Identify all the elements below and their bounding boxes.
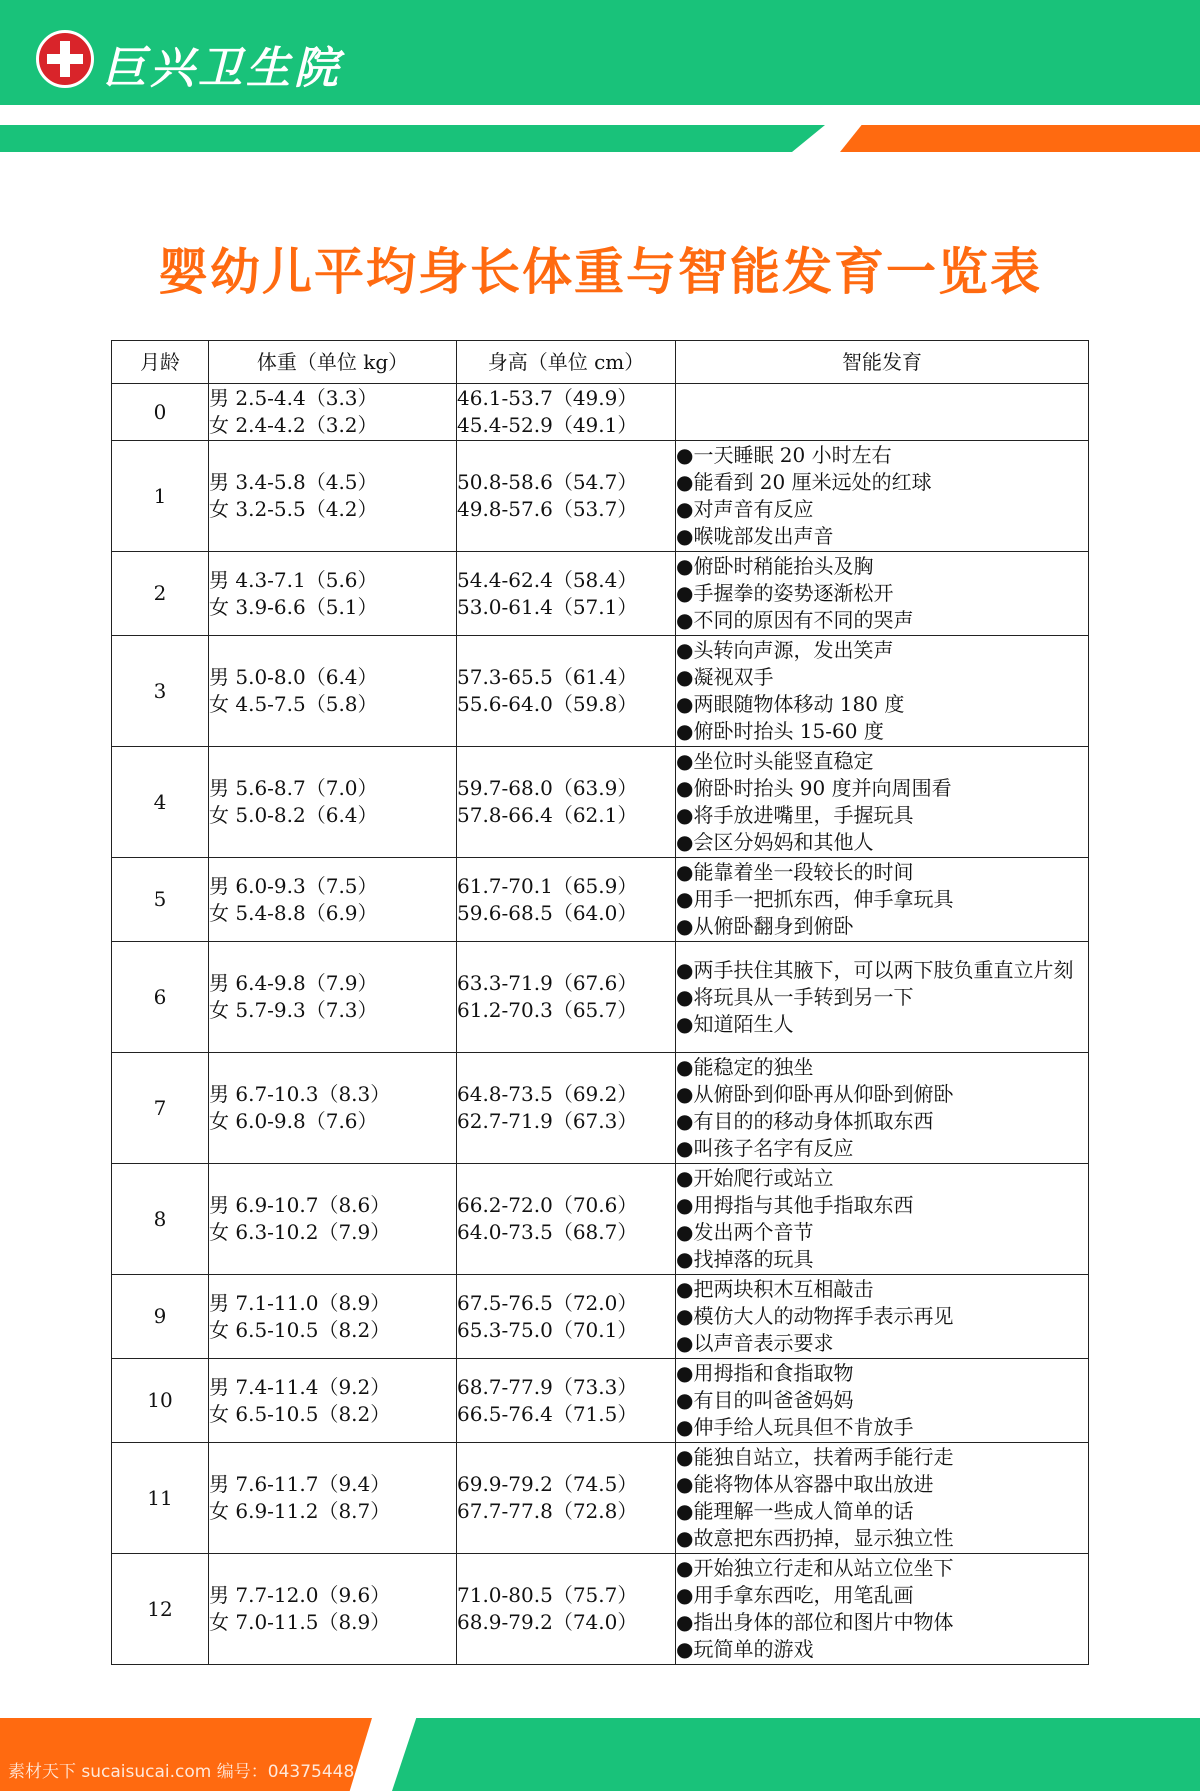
development-item: ●有目的的移动身体抓取东西 (676, 1109, 934, 1133)
development-cell (676, 747, 1089, 858)
weight-line: 男 7.4-11.4（9.2） (209, 1374, 391, 1399)
age-cell: 6 (112, 942, 209, 1053)
weight-line: 女 6.5-10.5（8.2） (209, 1317, 391, 1342)
weight-line: 男 6.0-9.3（7.5） (209, 873, 378, 898)
table-row (112, 1554, 1089, 1665)
weight-line: 男 5.0-8.0（6.4） (209, 665, 378, 689)
development-item: ●发出两个音节 (676, 1220, 814, 1244)
weight-line: 男 3.4-5.8（4.5） (209, 470, 378, 494)
header-age: 月龄 (112, 341, 209, 384)
development-item: ●不同的原因有不同的哭声 (676, 608, 914, 632)
development-item: ●伸手给人玩具但不肯放手 (676, 1415, 914, 1439)
height-cell (457, 1443, 676, 1554)
development-item: ●从俯卧到仰卧再从仰卧到俯卧 (676, 1082, 954, 1106)
development-item: ●叫孩子名字有反应 (676, 1136, 854, 1160)
weight-line: 男 7.7-12.0（9.6） (209, 1583, 391, 1607)
weight-line: 女 2.4-4.2（3.2） (209, 413, 378, 437)
weight-line: 女 5.4-8.8（6.9） (209, 900, 378, 925)
height-line: 63.3-71.9（67.6） (457, 971, 638, 995)
development-cell (676, 636, 1089, 747)
development-item: ●两手扶住其腋下，可以两下肢负重直立片刻 (676, 957, 1074, 982)
header-weight: 体重（单位 kg） (209, 341, 457, 384)
height-line: 57.3-65.5（61.4） (457, 665, 638, 689)
weight-cell (209, 1443, 457, 1554)
header-development: 智能发育 (676, 341, 1089, 384)
development-cell (676, 441, 1089, 552)
table-row (112, 1443, 1089, 1554)
development-item: ●俯卧时抬头 90 度并向周围看 (676, 776, 952, 800)
age-cell: 0 (112, 384, 209, 441)
height-line: 55.6-64.0（59.8） (457, 692, 638, 716)
height-cell (457, 1275, 676, 1359)
age-cell: 7 (112, 1053, 209, 1164)
weight-line: 女 5.7-9.3（7.3） (209, 998, 378, 1022)
height-line: 45.4-52.9（49.1） (457, 413, 638, 437)
table-body (112, 384, 1089, 1665)
development-item: ●俯卧时稍能抬头及胸 (676, 554, 874, 578)
development-cell (676, 1359, 1089, 1443)
height-line: 69.9-79.2（74.5） (457, 1472, 638, 1496)
age-cell: 1 (112, 441, 209, 552)
red-cross-logo-icon (36, 30, 94, 88)
weight-cell (209, 384, 457, 441)
height-cell (457, 552, 676, 636)
development-item: ●能将物体从容器中取出放进 (676, 1472, 934, 1496)
development-cell (676, 552, 1089, 636)
development-cell (676, 1554, 1089, 1665)
development-item: ●头转向声源，发出笑声 (676, 638, 894, 662)
height-cell (457, 747, 676, 858)
development-item: ●从俯卧翻身到俯卧 (676, 914, 854, 938)
development-item: ●故意把东西扔掉，显示独立性 (676, 1526, 954, 1550)
weight-cell (209, 942, 457, 1053)
orange-stripe (840, 125, 1200, 152)
height-line: 66.5-76.4（71.5） (457, 1401, 638, 1426)
height-cell (457, 636, 676, 747)
table-row (112, 1275, 1089, 1359)
development-item: ●能靠着坐一段较长的时间 (676, 860, 914, 884)
height-line: 59.6-68.5（64.0） (457, 900, 638, 925)
weight-line: 女 3.2-5.5（4.2） (209, 497, 378, 521)
weight-line: 女 6.9-11.2（8.7） (209, 1499, 391, 1523)
development-item: ●模仿大人的动物挥手表示再见 (676, 1304, 954, 1328)
weight-cell (209, 636, 457, 747)
height-line: 67.7-77.8（72.8） (457, 1499, 638, 1523)
development-item: ●手握拳的姿势逐渐松开 (676, 581, 894, 605)
table-row (112, 1053, 1089, 1164)
age-cell: 4 (112, 747, 209, 858)
development-item: ●对声音有反应 (676, 497, 814, 521)
development-cell (676, 858, 1089, 942)
table-row (112, 636, 1089, 747)
height-cell (457, 1554, 676, 1665)
development-cell (676, 942, 1089, 1053)
development-item: ●能看到 20 厘米远处的红球 (676, 470, 932, 494)
height-line: 68.9-79.2（74.0） (457, 1610, 638, 1634)
height-line: 65.3-75.0（70.1） (457, 1317, 638, 1342)
table-header-row (112, 341, 1089, 384)
weight-line: 男 4.3-7.1（5.6） (209, 567, 378, 592)
height-line: 53.0-61.4（57.1） (457, 594, 638, 619)
weight-line: 男 7.1-11.0（8.9） (209, 1290, 391, 1315)
development-item: ●把两块积木互相敲击 (676, 1277, 874, 1301)
height-cell (457, 441, 676, 552)
height-line: 57.8-66.4（62.1） (457, 803, 638, 827)
development-item: ●凝视双手 (676, 665, 774, 689)
hospital-name: 巨兴卫生院 (102, 43, 342, 94)
height-cell (457, 1164, 676, 1275)
development-item: ●俯卧时抬头 15-60 度 (676, 719, 884, 743)
height-line: 61.7-70.1（65.9） (457, 873, 638, 898)
footer-green-band (392, 1718, 1200, 1791)
weight-line: 男 6.9-10.7（8.6） (209, 1193, 391, 1217)
table-row (112, 1359, 1089, 1443)
development-item: ●能独自站立，扶着两手能行走 (676, 1445, 954, 1469)
weight-cell (209, 552, 457, 636)
development-cell (676, 1164, 1089, 1275)
green-stripe (0, 125, 825, 152)
height-cell (457, 384, 676, 441)
header-height: 身高（单位 cm） (457, 341, 676, 384)
age-cell: 3 (112, 636, 209, 747)
growth-table (111, 340, 1089, 1665)
height-line: 49.8-57.6（53.7） (457, 497, 638, 521)
weight-cell (209, 1359, 457, 1443)
weight-line: 女 6.0-9.8（7.6） (209, 1109, 378, 1133)
height-cell (457, 942, 676, 1053)
weight-line: 男 6.4-9.8（7.9） (209, 971, 378, 995)
table-row (112, 747, 1089, 858)
table-row (112, 384, 1089, 441)
development-item: ●以声音表示要求 (676, 1331, 834, 1355)
table-row (112, 552, 1089, 636)
development-item: ●知道陌生人 (676, 1011, 794, 1036)
development-cell (676, 1053, 1089, 1164)
weight-line: 女 3.9-6.6（5.1） (209, 594, 378, 619)
height-cell (457, 1053, 676, 1164)
weight-cell (209, 1275, 457, 1359)
page-title: 婴幼儿平均身长体重与智能发育一览表 (158, 243, 1042, 301)
weight-line: 女 6.3-10.2（7.9） (209, 1220, 391, 1244)
development-item: ●指出身体的部位和图片中物体 (676, 1610, 954, 1634)
development-item: ●用手一把抓东西，伸手拿玩具 (676, 887, 954, 911)
height-line: 50.8-58.6（54.7） (457, 470, 638, 494)
development-item: ●有目的叫爸爸妈妈 (676, 1388, 854, 1412)
development-item: ●将玩具从一手转到另一下 (676, 984, 914, 1009)
development-item: ●能理解一些成人简单的话 (676, 1499, 914, 1523)
height-line: 64.8-73.5（69.2） (457, 1082, 638, 1106)
height-line: 64.0-73.5（68.7） (457, 1220, 638, 1244)
development-item: ●用手拿东西吃，用笔乱画 (676, 1583, 914, 1607)
development-cell (676, 1443, 1089, 1554)
height-line: 71.0-80.5（75.7） (457, 1583, 638, 1607)
weight-line: 女 6.5-10.5（8.2） (209, 1401, 391, 1426)
height-line: 61.2-70.3（65.7） (457, 998, 638, 1022)
height-line: 66.2-72.0（70.6） (457, 1193, 638, 1217)
table-row (112, 1164, 1089, 1275)
development-item: ●开始独立行走和从站立位坐下 (676, 1556, 954, 1580)
weight-line: 女 4.5-7.5（5.8） (209, 692, 378, 716)
table-row (112, 942, 1089, 1053)
development-item: ●用拇指和食指取物 (676, 1361, 854, 1385)
development-item: ●将手放进嘴里，手握玩具 (676, 803, 914, 827)
table-row (112, 441, 1089, 552)
development-cell (676, 1275, 1089, 1359)
development-item: ●用拇指与其他手指取东西 (676, 1193, 914, 1217)
weight-cell (209, 1164, 457, 1275)
age-cell: 12 (112, 1554, 209, 1665)
height-line: 46.1-53.7（49.9） (457, 386, 638, 410)
height-line: 62.7-71.9（67.3） (457, 1109, 638, 1133)
weight-line: 男 6.7-10.3（8.3） (209, 1082, 391, 1106)
weight-line: 男 2.5-4.4（3.3） (209, 386, 378, 410)
age-cell: 9 (112, 1275, 209, 1359)
table-row (112, 858, 1089, 942)
development-item: ●喉咙部发出声音 (676, 524, 834, 548)
height-line: 54.4-62.4（58.4） (457, 567, 638, 592)
development-item: ●能稳定的独坐 (676, 1055, 814, 1079)
weight-line: 女 7.0-11.5（8.9） (209, 1610, 391, 1634)
development-item: ●找掉落的玩具 (676, 1247, 814, 1271)
development-item: ●开始爬行或站立 (676, 1166, 834, 1190)
development-item: ●坐位时头能竖直稳定 (676, 749, 874, 773)
development-item: ●两眼随物体移动 180 度 (676, 692, 905, 716)
age-cell: 2 (112, 552, 209, 636)
height-line: 59.7-68.0（63.9） (457, 776, 638, 800)
weight-line: 女 5.0-8.2（6.4） (209, 803, 378, 827)
development-item: ●一天睡眠 20 小时左右 (676, 443, 892, 467)
development-cell (676, 384, 1089, 441)
weight-line: 男 7.6-11.7（9.4） (209, 1472, 391, 1496)
age-cell: 11 (112, 1443, 209, 1554)
development-item: ●会区分妈妈和其他人 (676, 830, 874, 854)
height-line: 67.5-76.5（72.0） (457, 1290, 638, 1315)
weight-cell (209, 747, 457, 858)
weight-cell (209, 441, 457, 552)
height-cell (457, 1359, 676, 1443)
weight-line: 男 5.6-8.7（7.0） (209, 776, 378, 800)
height-line: 68.7-77.9（73.3） (457, 1374, 638, 1399)
development-item: ●玩简单的游戏 (676, 1637, 814, 1661)
weight-cell (209, 858, 457, 942)
height-cell (457, 858, 676, 942)
weight-cell (209, 1053, 457, 1164)
age-cell: 10 (112, 1359, 209, 1443)
age-cell: 8 (112, 1164, 209, 1275)
age-cell: 5 (112, 858, 209, 942)
watermark: 素材天下 sucaisucai.com 编号：04375448 (8, 1762, 355, 1782)
weight-cell (209, 1554, 457, 1665)
